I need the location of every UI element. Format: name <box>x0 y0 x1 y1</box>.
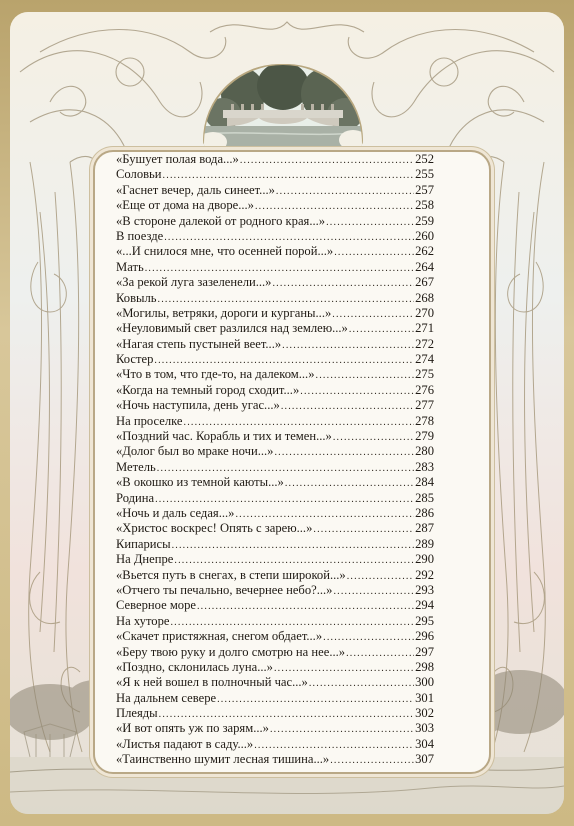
toc-entry <box>116 645 434 660</box>
toc-leader-dots <box>163 168 415 183</box>
toc-entry-page: 287 <box>415 521 434 536</box>
toc-entry-page: 293 <box>415 582 434 597</box>
toc-entry-title: «Отчего ты печально, вечернее небо?...» <box>116 582 333 597</box>
toc-entry-title: «Еще от дома на дворе...» <box>116 198 254 213</box>
toc-entry-page: 284 <box>415 475 434 490</box>
toc-leader-dots <box>217 692 414 707</box>
toc-entry <box>116 521 434 536</box>
toc-entry <box>116 568 434 583</box>
toc-entry-page: 278 <box>415 413 434 428</box>
toc-entry-title: На проселке <box>116 413 183 428</box>
toc-leader-dots <box>274 445 414 460</box>
toc-leader-dots <box>333 584 414 599</box>
toc-entry-page: 275 <box>415 367 434 382</box>
toc-leader-dots <box>281 399 414 414</box>
toc-entry-page: 276 <box>415 382 434 397</box>
toc-entry <box>116 598 434 613</box>
toc-leader-dots <box>272 276 414 291</box>
toc-entry-title: «Долог был во мраке ночи...» <box>116 444 274 459</box>
toc-leader-dots <box>159 707 414 722</box>
toc-entry <box>116 275 434 290</box>
toc-entry-title: «Поздно, склонилась луна...» <box>116 659 273 674</box>
toc-entry-title: «Поздний час. Корабль и тих и темен...» <box>116 429 332 444</box>
toc-entry <box>116 691 434 706</box>
toc-entry-title: «Когда на темный город сходит...» <box>116 382 300 397</box>
toc-entry <box>116 260 434 275</box>
toc-entry-title: В поезде <box>116 228 164 243</box>
toc-entry-title: «Ночь наступила, день угас...» <box>116 398 280 413</box>
toc-entry-page: 283 <box>415 459 434 474</box>
toc-entry <box>116 337 434 352</box>
toc-entry <box>116 675 434 690</box>
toc-entry <box>116 491 434 506</box>
toc-entry-title: Кипарисы <box>116 536 171 551</box>
toc-entry-title: «Вьется путь в снегах, в степи широкой...» <box>116 567 346 582</box>
toc-leader-dots <box>158 292 415 307</box>
toc-leader-dots <box>282 338 414 353</box>
toc-entry-page: 294 <box>415 598 434 613</box>
toc-entry-page: 289 <box>415 536 434 551</box>
toc-leader-dots <box>154 353 414 368</box>
toc-leader-dots <box>326 215 414 230</box>
toc-leader-dots <box>164 230 414 245</box>
toc-entry <box>116 660 434 675</box>
toc-entry <box>116 367 434 382</box>
toc-entry <box>116 429 434 444</box>
toc-entry-title: «Неуловимый свет разлился над землею...» <box>116 321 348 336</box>
toc-leader-dots <box>330 753 414 768</box>
toc-entry-title: «Листья падают в саду...» <box>116 736 254 751</box>
toc-entry-title: «В стороне далекой от родного края...» <box>116 213 326 228</box>
toc-leader-dots <box>333 430 414 445</box>
toc-entry <box>116 352 434 367</box>
toc-leader-dots <box>274 661 414 676</box>
toc-leader-dots <box>155 492 414 507</box>
toc-entry-page: 286 <box>415 505 434 520</box>
toc-entry-title: Родина <box>116 490 155 505</box>
toc-leader-dots <box>285 476 414 491</box>
toc-leader-dots <box>349 322 414 337</box>
toc-entry-page: 270 <box>415 305 434 320</box>
toc-entry <box>116 752 434 767</box>
toc-entry <box>116 152 434 167</box>
toc-entry <box>116 614 434 629</box>
toc-entry-page: 303 <box>415 721 434 736</box>
toc-leader-dots <box>347 569 414 584</box>
toc-entry-page: 290 <box>415 552 434 567</box>
toc-entry-title: «Нагая степь пустыней веет...» <box>116 336 282 351</box>
toc-entry <box>116 244 434 259</box>
toc-entry <box>116 537 434 552</box>
toc-leader-dots <box>157 461 414 476</box>
toc-entry <box>116 583 434 598</box>
toc-entry <box>116 460 434 475</box>
toc-leader-dots <box>184 415 415 430</box>
toc-entry-title: «Христос воскрес! Опять с зарею...» <box>116 521 313 536</box>
toc-entry-page: 302 <box>415 706 434 721</box>
toc-entry-title: «Беру твою руку и долго смотрю на нее...» <box>116 644 346 659</box>
toc-entry-page: 280 <box>415 444 434 459</box>
toc-entry <box>116 721 434 736</box>
toc-entry <box>116 383 434 398</box>
toc-entry <box>116 629 434 644</box>
toc-entry-page: 307 <box>415 752 434 767</box>
toc-entry-title: На дальнем севере <box>116 690 217 705</box>
toc-entry-page: 297 <box>415 644 434 659</box>
toc-leader-dots <box>172 538 415 553</box>
toc-entry <box>116 321 434 336</box>
toc-entry-page: 260 <box>415 228 434 243</box>
toc-entry-title: «И вот опять уж по зарям...» <box>116 721 269 736</box>
toc-entry-title: Мать <box>116 259 144 274</box>
toc-entry <box>116 506 434 521</box>
toc-leader-dots <box>170 615 414 630</box>
toc-entry-title: Плеяды <box>116 706 158 721</box>
toc-entry-page: 258 <box>415 198 434 213</box>
toc-leader-dots <box>235 507 414 522</box>
toc-entry-page: 271 <box>415 321 434 336</box>
toc-leader-dots <box>270 722 414 737</box>
toc-entry <box>116 414 434 429</box>
toc-entry-page: 298 <box>415 659 434 674</box>
toc-entry-page: 252 <box>415 152 434 166</box>
toc-entry <box>116 167 434 182</box>
toc-leader-dots <box>313 522 414 537</box>
toc-leader-dots <box>174 553 414 568</box>
toc-entry-page: 277 <box>415 398 434 413</box>
toc-entry-title: «За рекой луга зазеленели...» <box>116 275 272 290</box>
toc-entry <box>116 214 434 229</box>
toc-entry <box>116 306 434 321</box>
toc-entry <box>116 444 434 459</box>
toc-entry-title: Ковыль <box>116 290 157 305</box>
toc-entry-page: 304 <box>415 736 434 751</box>
toc-entry-page: 301 <box>415 690 434 705</box>
toc-entry-title: На хуторе <box>116 613 170 628</box>
toc-entry-page: 262 <box>415 244 434 259</box>
toc-entry-page: 295 <box>415 613 434 628</box>
toc-leader-dots <box>316 368 415 383</box>
toc-leader-dots <box>255 199 414 214</box>
toc-entry-title: «Бушует полая вода...» <box>116 152 239 166</box>
toc-entry-page: 279 <box>415 429 434 444</box>
toc-entry-title: «В окошко из темной каюты...» <box>116 475 284 490</box>
toc-entry <box>116 198 434 213</box>
toc-entry <box>116 737 434 752</box>
toc-entry-title: Соловьи <box>116 167 162 182</box>
toc-leader-dots <box>334 245 414 260</box>
toc-entry-page: 285 <box>415 490 434 505</box>
toc-entry-title: «Могилы, ветряки, дороги и курганы...» <box>116 305 332 320</box>
toc-entry-page: 264 <box>415 259 434 274</box>
toc-entry <box>116 552 434 567</box>
toc-leader-dots <box>332 307 414 322</box>
toc-entry <box>116 706 434 721</box>
toc-entry-page: 296 <box>415 629 434 644</box>
toc-leader-dots <box>197 599 414 614</box>
toc-entry-page: 257 <box>415 182 434 197</box>
toc-entry-page: 268 <box>415 290 434 305</box>
toc-entry <box>116 229 434 244</box>
toc-entry-title: «Я к ней вошел в полночный час...» <box>116 675 308 690</box>
toc-entry-page: 259 <box>415 213 434 228</box>
toc-entry-title: «Что в том, что где-то, на далеком...» <box>116 367 315 382</box>
toc-entry <box>116 398 434 413</box>
toc-entry-page: 274 <box>415 352 434 367</box>
toc-leader-dots <box>309 676 414 691</box>
toc-entry-title: «...И снилося мне, что осенней порой...» <box>116 244 334 259</box>
toc-entry-page: 292 <box>415 567 434 582</box>
toc-entry-title: «Гаснет вечер, даль синеет...» <box>116 182 275 197</box>
toc-entry-title: «Скачет пристяжная, снегом обдает...» <box>116 629 323 644</box>
toc-leader-dots <box>240 153 414 168</box>
toc-entry-page: 272 <box>415 336 434 351</box>
toc-entry-page: 255 <box>415 167 434 182</box>
toc-entry <box>116 291 434 306</box>
toc-entry-page: 267 <box>415 275 434 290</box>
toc-leader-dots <box>323 630 414 645</box>
toc-entry-title: Метель <box>116 459 156 474</box>
toc-entry-page: 300 <box>415 675 434 690</box>
table-of-contents <box>116 152 434 768</box>
toc-leader-dots <box>145 261 414 276</box>
toc-leader-dots <box>276 184 414 199</box>
toc-entry-title: На Днепре <box>116 552 174 567</box>
toc-entry <box>116 475 434 490</box>
toc-leader-dots <box>346 646 414 661</box>
toc-entry-title: «Таинственно шумит лесная тишина...» <box>116 752 330 767</box>
toc-entry <box>116 183 434 198</box>
toc-entry-title: «Ночь и даль седая...» <box>116 505 235 520</box>
toc-entry-title: Костер <box>116 352 154 367</box>
toc-entry-title: Северное море <box>116 598 196 613</box>
toc-leader-dots <box>254 738 414 753</box>
toc-leader-dots <box>300 384 414 399</box>
